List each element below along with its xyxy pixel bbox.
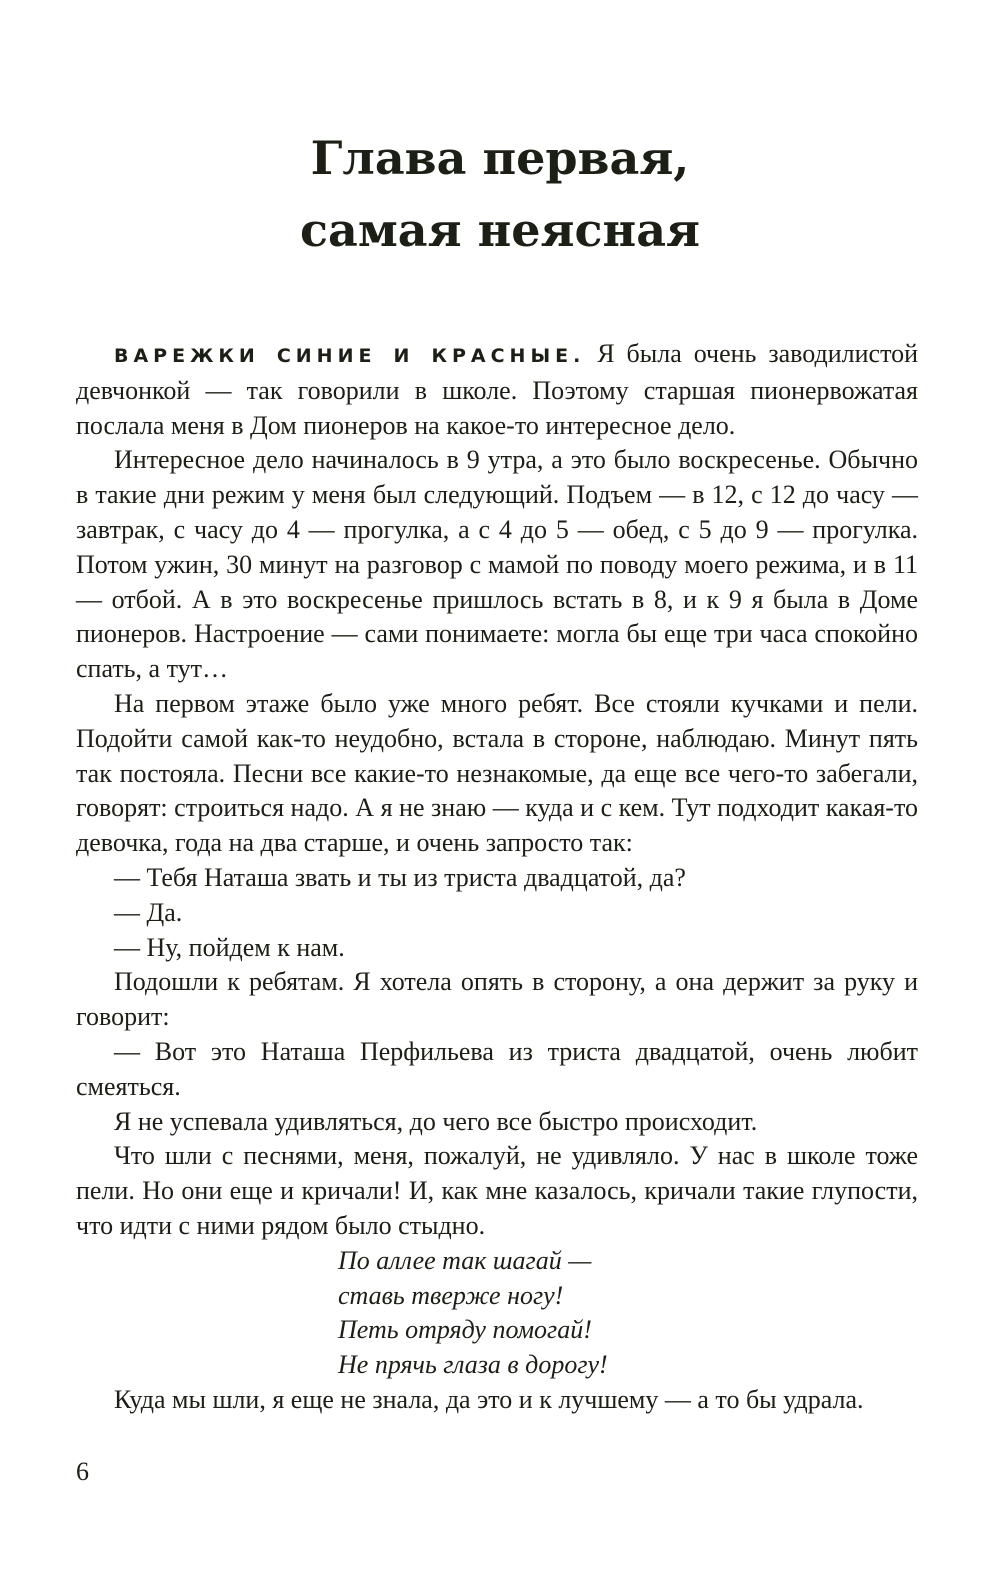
chapter-title-line-1: Глава первая, — [310, 131, 690, 185]
paragraph: Куда мы шли, я еще не знала, да это и к лучшему — а то бы удрала. — [114, 1384, 864, 1414]
chapter-body — [76, 337, 918, 1418]
dialogue-line: — Вот это Наташа Перфильева из триста двадцатой, очень любит смеяться. — [76, 1036, 918, 1101]
paragraph-text: Я была очень заводилистой девчонкой — так говорили в школе. Поэтому старшая пионервожатая послала меня в Дом пионеров на какое-то интересное дело. — [76, 339, 919, 440]
verse-line: По аллее так шагай — — [338, 1245, 592, 1275]
section-heading: ВАРЕЖКИ СИНИЕ И КРАСНЫЕ. — [114, 345, 586, 367]
paragraph: На первом этаже было уже много ребят. Все стояли кучками и пели. Подойти самой как-то неудобно, встала в стороне, наблюдаю. Минут пять так постояла. Песни все какие-то незнакомые, да еще все чего-то забегали, говорят: строиться надо. А я не знаю — куда и с кем. Тут подходит какая-то девочка, года на два старше, и очень запросто так: — [76, 688, 918, 858]
page-number: 6 — [76, 1457, 89, 1486]
paragraph: Я не успевала удивляться, до чего все быстро происходит. — [114, 1106, 758, 1136]
verse-block — [76, 1244, 918, 1383]
chapter-title-line-2: самая неясная — [300, 203, 700, 257]
dialogue-line: — Тебя Наташа звать и ты из триста двадцатой, да? — [114, 862, 686, 892]
dialogue-line: — Ну, пойдем к нам. — [114, 932, 345, 962]
paragraph: Что шли с песнями, меня, пожалуй, не удивляло. У нас в школе тоже пели. Но они еще и кричали! И, как мне казалось, кричали такие глупости, что идти с ними рядом было стыдно. — [76, 1141, 918, 1240]
verse-line: ставь тверже ногу! — [338, 1280, 564, 1310]
verse-line: Не прячь глаза в дорогу! — [338, 1350, 608, 1380]
chapter-title — [0, 122, 1000, 266]
dialogue-line: — Да. — [114, 897, 183, 927]
paragraph: Подошли к ребятам. Я хотела опять в сторону, а она держит за руку и говорит: — [76, 967, 918, 1032]
paragraph: Интересное дело начиналось в 9 утра, а это было воскресенье. Обычно в такие дни режим у меня был следующий. Подъем — в 12, с 12 до часу — завтрак, с часу до 4 — прогулка, а с 4 до 5 — обед, с 5 до 9 — прогулка. Потом ужин, 30 минут на разговор с мамой по поводу моего режима, и в 11 — отбой. А в это воскресенье пришлось встать в 8, и к 9 я была в Доме пионеров. Настроение — сами понимаете: могла бы еще три часа спокойно спать, а тут… — [76, 445, 918, 684]
verse-line: Петь отряду помогай! — [338, 1315, 592, 1345]
paragraph — [76, 337, 918, 443]
